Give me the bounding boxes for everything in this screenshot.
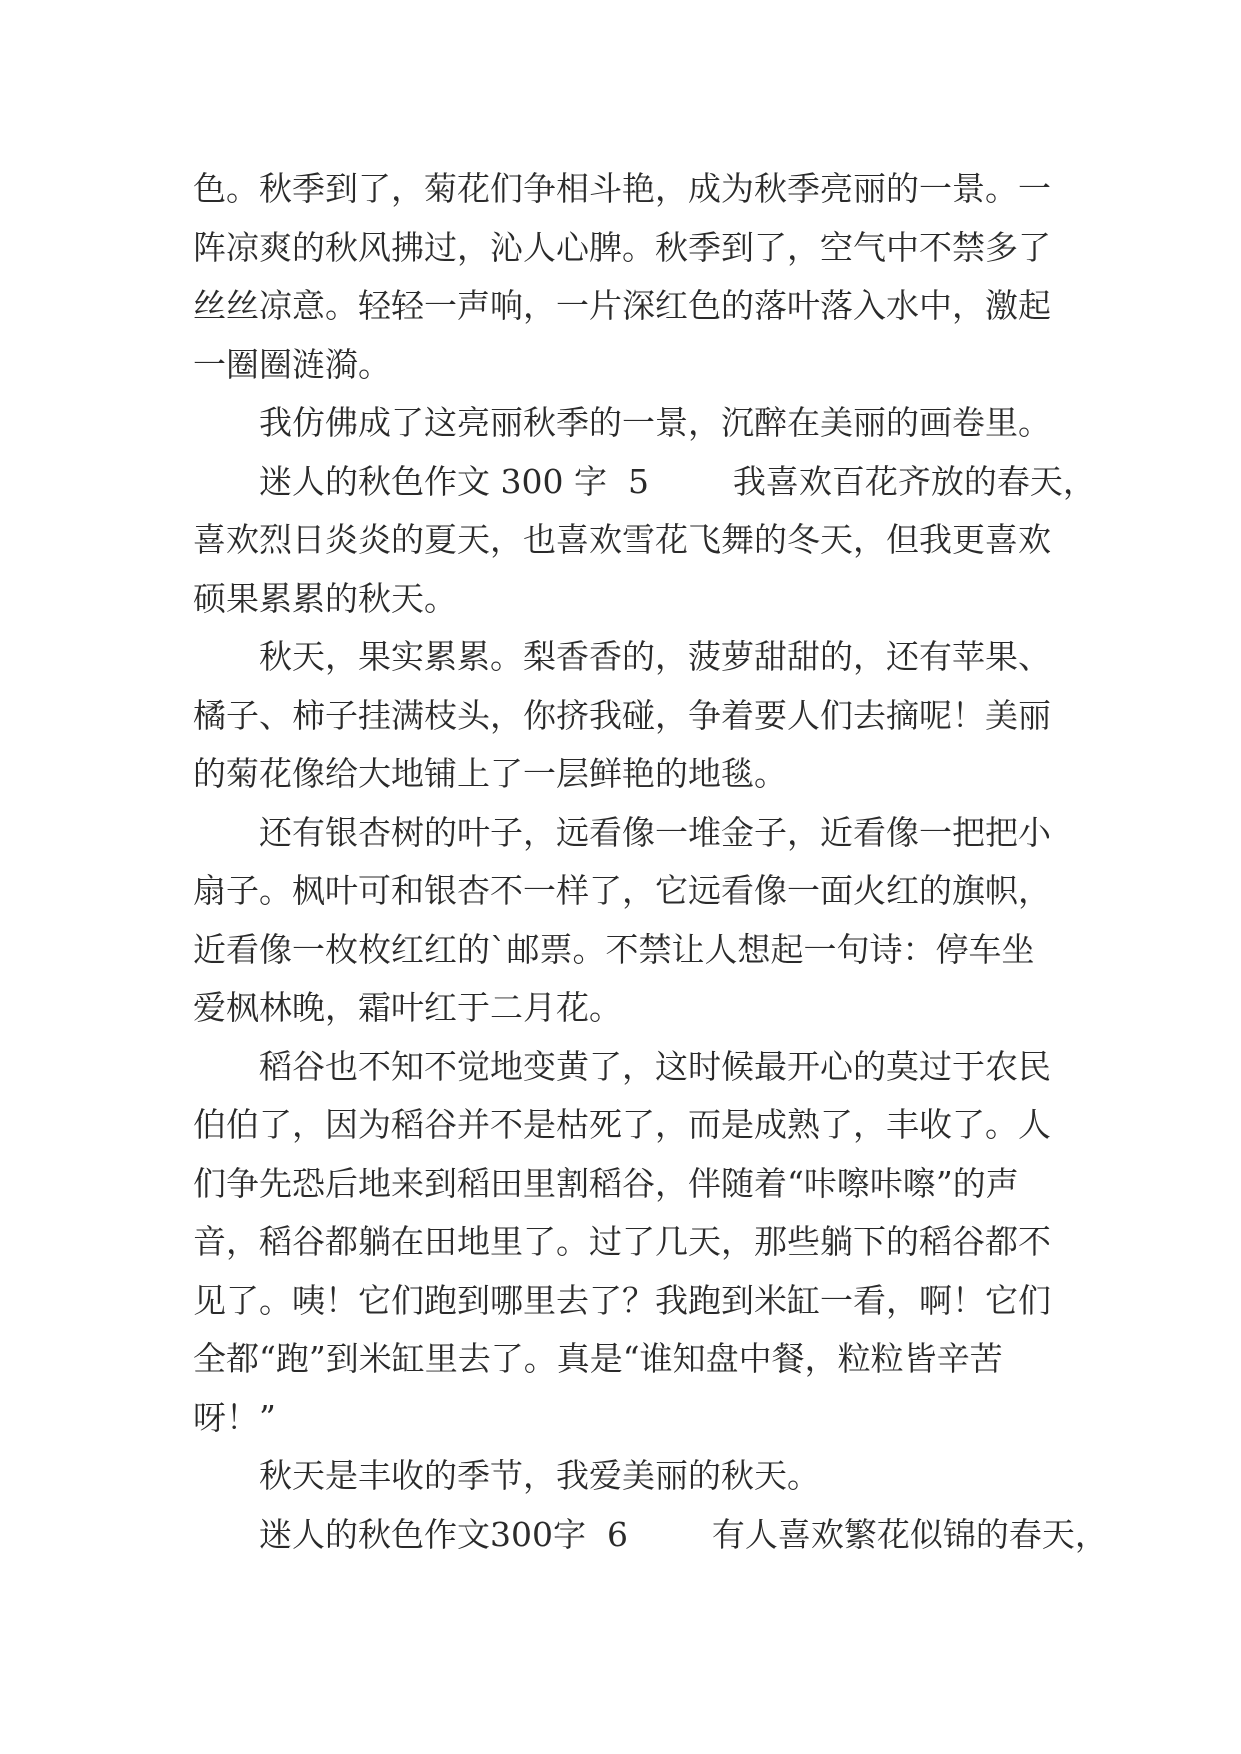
text-line: 秋天是丰收的季节，我爱美丽的秋天。 [259, 1456, 820, 1495]
text-line: 硕果累累的秋天。 [193, 578, 457, 618]
text-line: 扇子。枫叶可和银杏不一样了，它远看像一面火红的旗帜， [193, 871, 1051, 910]
text-line: 迷人的秋色作文 300 字 5 我喜欢百花齐放的春天， [259, 461, 1096, 501]
text-line: 全都“跑”到米缸里去了。真是“谁知盘中餐，粒粒皆辛苦 [193, 1339, 1003, 1378]
text-line: 还有银杏树的叶子，远看像一堆金子，近看像一把把小 [259, 812, 1051, 852]
text-line: 喜欢烈日炎炎的夏天，也喜欢雪花飞舞的冬天，但我更喜欢 [193, 520, 1051, 559]
text-line: 们争先恐后地来到稻田里割稻谷，伴随着“咔嚓咔嚓”的声 [193, 1163, 1019, 1203]
text-line: 秋天，果实累累。梨香香的，菠萝甜甜的，还有苹果、 [259, 637, 1051, 676]
text-line: 爱枫林晚，霜叶红于二月花。 [193, 988, 622, 1027]
text-line: 见了。咦！它们跑到哪里去了？我跑到米缸一看，啊！它们 [193, 1280, 1051, 1320]
text-line: 丝丝凉意。轻轻一声响，一片深红色的落叶落入水中，激起 [193, 286, 1051, 325]
text-line: 橘子、柿子挂满枝头，你挤我碰，争着要人们去摘呢！美丽 [193, 695, 1051, 735]
text-line: 我仿佛成了这亮丽秋季的一景，沉醉在美丽的画卷里。 [259, 403, 1051, 442]
text-line: 一圈圈涟漪。 [193, 344, 391, 384]
text-line: 阵凉爽的秋风拂过，沁人心脾。秋季到了，空气中不禁多了 [193, 227, 1051, 267]
text-line: 音，稻谷都躺在田地里了。过了几天，那些躺下的稻谷都不 [193, 1222, 1051, 1261]
document-body [193, 160, 1108, 1564]
text-line: 稻谷也不知不觉地变黄了，这时候最开心的莫过于农民 [259, 1046, 1051, 1086]
text-line: 近看像一枚枚红红的`邮票。不禁让人想起一句诗：停车坐 [193, 929, 1035, 969]
text-line: 的菊花像给大地铺上了一层鲜艳的地毯。 [193, 754, 787, 793]
text-line: 迷人的秋色作文300字 6 有人喜欢繁花似锦的春天， [259, 1514, 1108, 1554]
text-line: 呀！” [193, 1397, 276, 1437]
text-line: 伯伯了，因为稻谷并不是枯死了，而是成熟了，丰收了。人 [193, 1105, 1051, 1144]
text-line: 色。秋季到了，菊花们争相斗艳，成为秋季亮丽的一景。一 [193, 169, 1051, 208]
